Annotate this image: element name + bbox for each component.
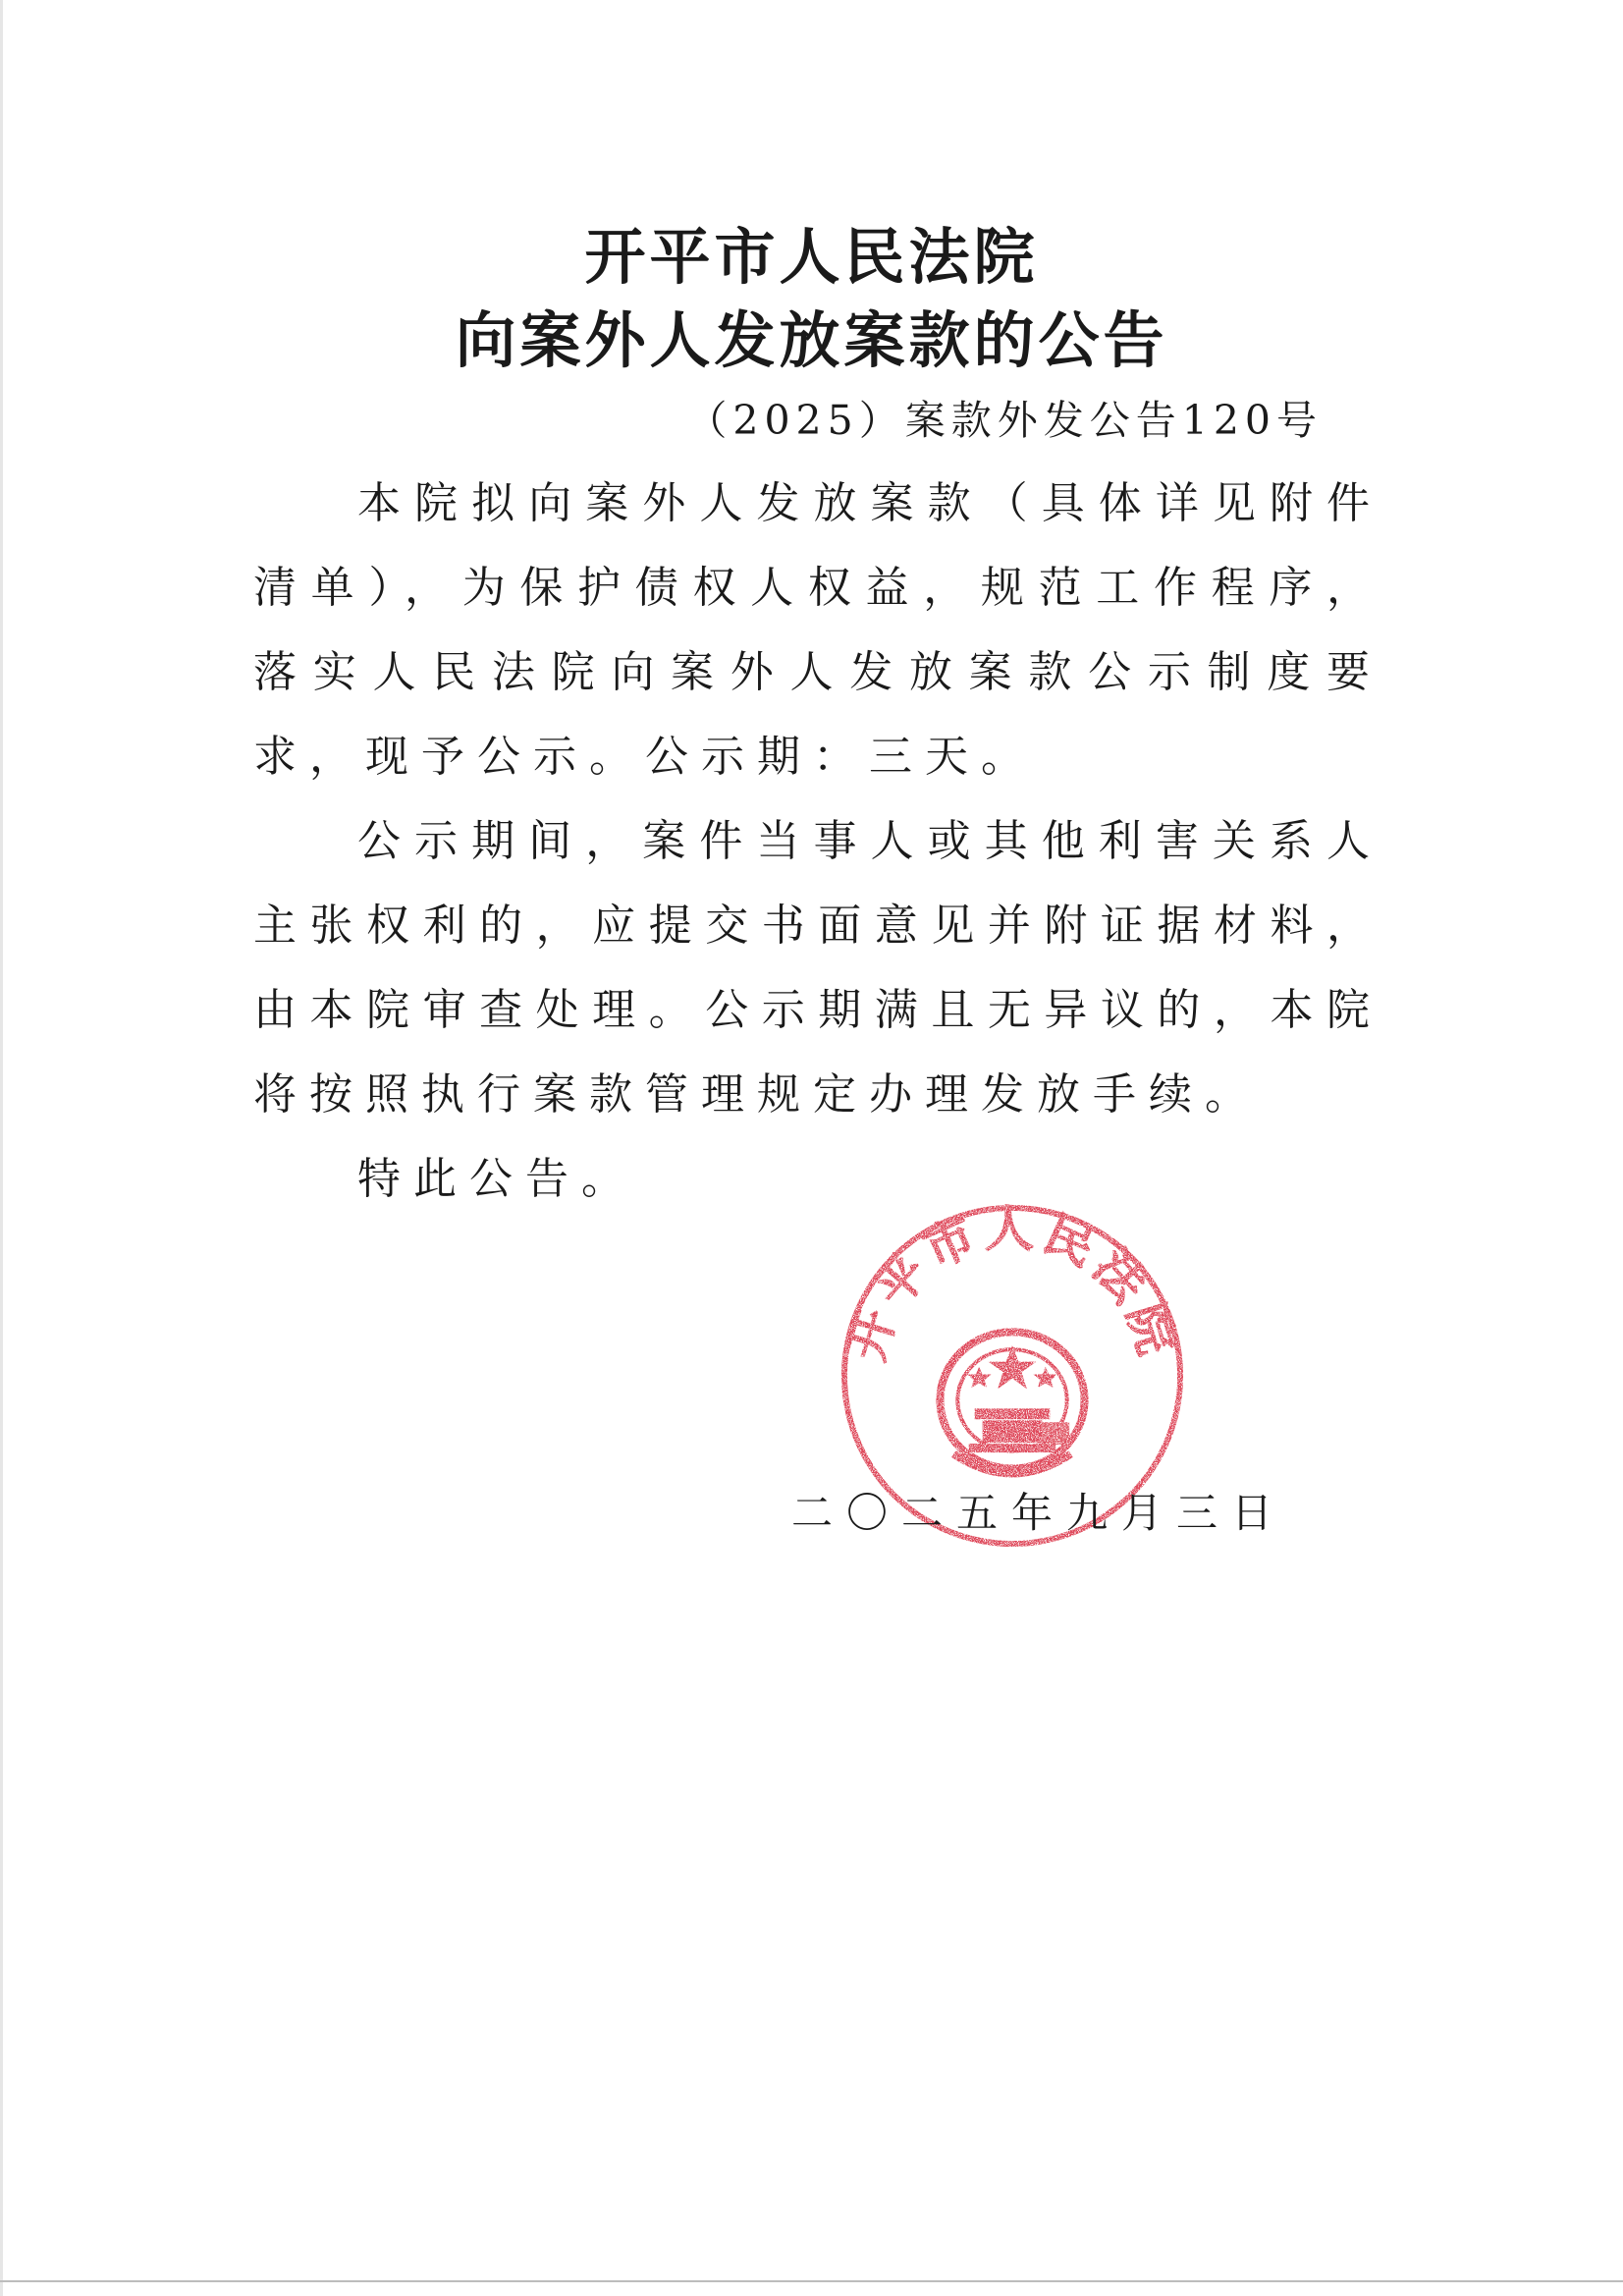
national-emblem-icon — [940, 1332, 1084, 1473]
document-title-subject: 向案外人发放案款的公告 — [455, 304, 1168, 376]
scan-bottom-edge — [0, 2280, 1623, 2282]
document-title-court: 开平市人民法院 — [584, 221, 1039, 293]
body-paragraph-2: 公示期间，案件当事人或其他利害关系人主张权利的，应提交书面意见并附证据材料，由本院审查处理。公示期满且无异议的，本院将按照执行案款管理规定办理发放手续。 — [253, 816, 1382, 1120]
body-paragraph-3: 特此公告。 — [357, 1154, 637, 1204]
document-number: （2025）案款外发公告120号 — [686, 397, 1323, 444]
issue-date: 二〇二五年九月三日 — [791, 1489, 1287, 1537]
seal-text: 开平市人民法院 — [838, 1200, 1187, 1367]
body-paragraph-1: 本院拟向案外人发放案款（具体详见附件清单），为保护债权人权益，规范工作程序，落实人民法院向案外人发放案款公示制度要求，现予公示。公示期：三天。 — [253, 478, 1382, 782]
